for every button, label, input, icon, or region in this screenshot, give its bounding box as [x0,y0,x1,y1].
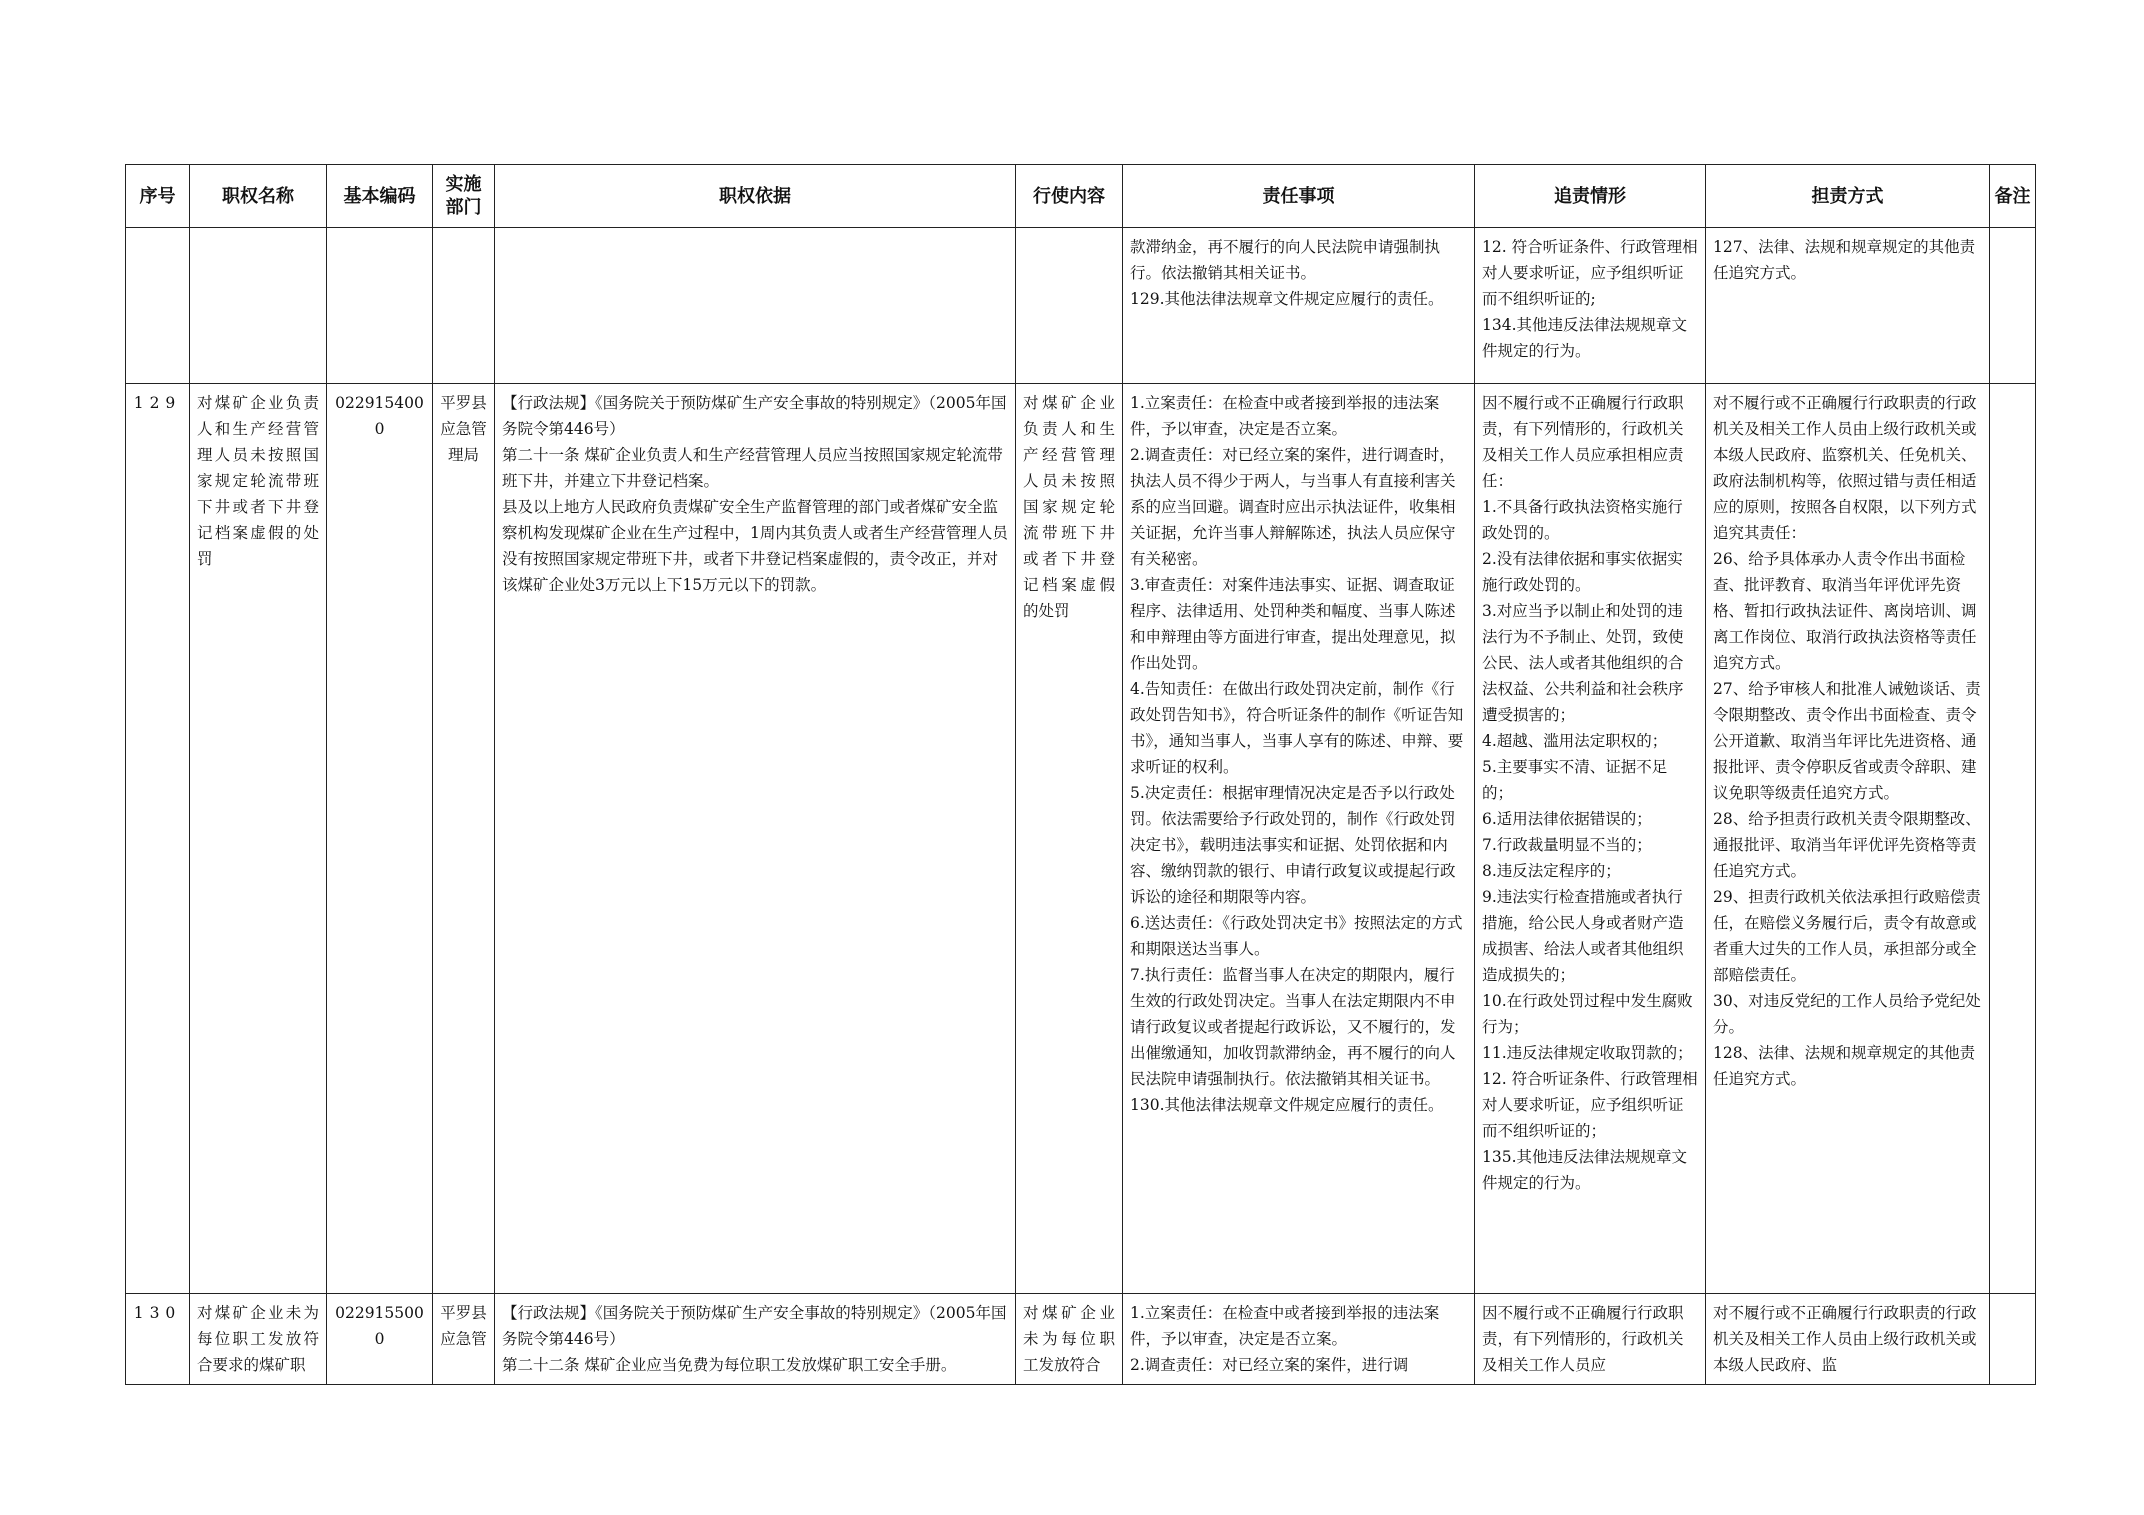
cell-punish-line: 30、对违反党纪的工作人员给予党纪处分。 [1713,992,1981,1036]
cell-duty-line: 129.其他法律法规章文件规定应履行的责任。 [1130,290,1444,308]
cell-duty-line: 130.其他法律法规章文件规定应履行的责任。 [1130,1096,1444,1114]
cell-account-line: 8.违反法定程序的； [1482,862,1621,880]
cell-account-line: 2.没有法律依据和事实依据实施行政处罚的。 [1482,550,1683,594]
cell-basis [495,1294,1016,1385]
cell-duty [1123,228,1475,384]
cell-punish-line: 27、给予审核人和批准人诫勉谈话、责令限期整改、责令作出书面检查、责令公开道歉、取消当年评比先进资格、通报批评、责令停职反省或责令辞职、建议免职等级责任追究方式。 [1713,680,1981,802]
cell-punish-line: 对不履行或不正确履行行政职责的行政机关及相关工作人员由上级行政机关或本级人民政府、监察机关、任免机关、政府法制机构等，依照过错与责任相适应的原则，按照各自权限，以下列方式追究其责任： [1713,394,1977,542]
cell-act: 对煤矿企业未为每位职工发放符合 [1016,1294,1123,1385]
cell-act: 对煤矿企业负责人和生产经营管理人员未按照国家规定轮流带班下井或者下井登记档案虚假的处罚 [1016,384,1123,1294]
header-num: 序号 [126,165,190,228]
cell-account-line: 6.适用法律依据错误的； [1482,810,1652,828]
cell-code: 0229155000 [327,1294,433,1385]
cell-dept [433,228,495,384]
header-row [126,165,2036,228]
cell-account-line: 12. 符合听证条件、行政管理相对人要求听证，应予组织听证而不组织听证的; [1482,238,1698,308]
cell-punish-line: 29、担责行政机关依法承担行政赔偿责任，在赔偿义务履行后，责令有故意或者重大过失的工作人员，承担部分或全部赔偿责任。 [1713,888,1981,984]
header-act: 行使内容 [1016,165,1123,228]
cell-account-line: 134.其他违反法律法规规章文件规定的行为。 [1482,316,1688,360]
cell-name: 对煤矿企业负责人和生产经营管理人员未按照国家规定轮流带班下井或者下井登记档案虚假的处罚 [190,384,327,1294]
cell-punish-line: 对不履行或不正确履行行政职责的行政机关及相关工作人员由上级行政机关或本级人民政府、监 [1713,1304,1977,1374]
cell-num: 129 [126,384,190,1294]
cell-duty-line: 4.告知责任：在做出行政处罚决定前，制作《行政处罚告知书》，符合听证条件的制作《听证告知书》，通知当事人，当事人享有的陈述、申辩、要求听证的权利。 [1130,680,1464,776]
table-body [126,228,2036,1385]
cell-duty-line: 7.执行责任：监督当事人在决定的期限内，履行生效的行政处罚决定。当事人在法定期限内不申请行政复议或者提起行政诉讼，又不履行的，发出催缴通知，加收罚款滞纳金，再不履行的向人民法院申请强制执行。依法撤销其相关证书。 [1130,966,1456,1088]
header-name: 职权名称 [190,165,327,228]
header-code: 基本编码 [327,165,433,228]
header-note: 备注 [1990,165,2036,228]
table-row [126,228,2036,384]
cell-basis-line: 第二十一条 煤矿企业负责人和生产经营管理人员应当按照国家规定轮流带班下井，并建立下井登记档案。 [502,446,1003,490]
header-dept: 实施部门 [433,165,495,228]
cell-act [1016,228,1123,384]
cell-duty [1123,384,1475,1294]
cell-dept: 平罗县应急管 [433,1294,495,1385]
cell-account-line: 11.违反法律规定收取罚款的； [1482,1044,1693,1062]
cell-account-line: 因不履行或不正确履行行政职责，有下列情形的，行政机关及相关工作人员应 [1482,1304,1684,1374]
cell-punish-line: 127、法律、法规和规章规定的其他责任追究方式。 [1713,238,1976,282]
cell-basis [495,384,1016,1294]
cell-duty-line: 3.审查责任：对案件违法事实、证据、调查取证程序、法律适用、处罚种类和幅度、当事人陈述和申辩理由等方面进行审查，提出处理意见，拟作出处罚。 [1130,576,1456,672]
cell-duty-line: 1.立案责任：在检查中或者接到举报的违法案件，予以审查，决定是否立案。 [1130,1304,1440,1348]
cell-duty-line: 6.送达责任：《行政处罚决定书》按照法定的方式和期限送达当事人。 [1130,914,1463,958]
power-list-table [125,164,2036,1385]
cell-code [327,228,433,384]
cell-punish-line: 128、法律、法规和规章规定的其他责任追究方式。 [1713,1044,1976,1088]
cell-basis [495,228,1016,384]
cell-account-line: 10.在行政处罚过程中发生腐败行为； [1482,992,1693,1036]
cell-name [190,228,327,384]
cell-punish [1706,1294,1990,1385]
cell-duty-line: 2.调查责任：对已经立案的案件，进行调 [1130,1356,1409,1374]
cell-basis-line: 【行政法规】《国务院关于预防煤矿生产安全事故的特别规定》（2005年国务院令第446号） [502,1304,1007,1348]
cell-num: 130 [126,1294,190,1385]
cell-account-line: 4.超越、滥用法定职权的； [1482,732,1668,750]
cell-basis-line: 【行政法规】《国务院关于预防煤矿生产安全事故的特别规定》（2005年国务院令第446号） [502,394,1007,438]
cell-account-line: 3.对应当予以制止和处罚的违法行为不予制止、处罚，致使公民、法人或者其他组织的合法权益、公共利益和社会秩序遭受损害的； [1482,602,1684,724]
cell-account-line: 7.行政裁量明显不当的； [1482,836,1652,854]
cell-punish-line: 26、给予具体承办人责令作出书面检查、批评教育、取消当年评优评先资格、暂扣行政执法证件、离岗培训、调离工作岗位、取消行政执法资格等责任追究方式。 [1713,550,1977,672]
cell-duty-line: 2.调查责任：对已经立案的案件，进行调查时，执法人员不得少于两人，与当事人有直接利害关系的应当回避。调查时应出示执法证件，收集相关证据，允许当事人辩解陈述，执法人员应保守有关秘密。 [1130,446,1456,568]
cell-account [1475,1294,1706,1385]
cell-note [1990,1294,2036,1385]
cell-account [1475,228,1706,384]
cell-account-line: 因不履行或不正确履行行政职责，有下列情形的，行政机关及相关工作人员应承担相应责任： [1482,394,1684,490]
header-account: 追责情形 [1475,165,1706,228]
cell-punish-line: 28、给予担责行政机关责令限期整改、通报批评、取消当年评优评先资格等责任追究方式。 [1713,810,1981,880]
cell-account-line: 1.不具备行政执法资格实施行政处罚的。 [1482,498,1683,542]
cell-name: 对煤矿企业未为每位职工发放符合要求的煤矿职 [190,1294,327,1385]
cell-account-line: 12. 符合听证条件、行政管理相对人要求听证，应予组织听证而不组织听证的； [1482,1070,1698,1140]
header-punish: 担责方式 [1706,165,1990,228]
cell-num [126,228,190,384]
table-header [126,165,2036,228]
cell-code: 0229154000 [327,384,433,1294]
cell-punish [1706,228,1990,384]
cell-account-line: 135.其他违反法律法规规章文件规定的行为。 [1482,1148,1688,1192]
cell-basis-line: 县及以上地方人民政府负责煤矿安全生产监督管理的部门或者煤矿安全监察机构发现煤矿企业在生产过程中，1周内其负责人或者生产经营管理人员没有按照国家规定带班下井，或者下井登记档案虚假的，责令改正，并对该煤矿企业处3万元以上下15万元以下的罚款。 [502,498,1008,594]
cell-duty [1123,1294,1475,1385]
table-row [126,384,2036,1294]
cell-basis-line: 第二十二条 煤矿企业应当免费为每位职工发放煤矿职工安全手册。 [502,1356,957,1374]
cell-duty-line: 1.立案责任：在检查中或者接到举报的违法案件，予以审查，决定是否立案。 [1130,394,1440,438]
cell-account-line: 5.主要事实不清、证据不足的； [1482,758,1668,802]
cell-duty-line: 5.决定责任：根据审理情况决定是否予以行政处罚。依法需要给予行政处罚的，制作《行政处罚决定书》，载明违法事实和证据、处罚依据和内容、缴纳罚款的银行、申请行政复议或提起行政诉讼的途径和期限等内容。 [1130,784,1456,906]
cell-account [1475,384,1706,1294]
cell-punish [1706,384,1990,1294]
cell-duty-line: 款滞纳金，再不履行的向人民法院申请强制执行。依法撤销其相关证书。 [1130,238,1441,282]
cell-account-line: 9.违法实行检查措施或者执行措施，给公民人身或者财产造成损害、给法人或者其他组织造成损失的； [1482,888,1684,984]
table-row [126,1294,2036,1385]
header-basis: 职权依据 [495,165,1016,228]
header-duty: 责任事项 [1123,165,1475,228]
cell-note [1990,228,2036,384]
cell-dept: 平罗县应急管理局 [433,384,495,1294]
cell-note [1990,384,2036,1294]
